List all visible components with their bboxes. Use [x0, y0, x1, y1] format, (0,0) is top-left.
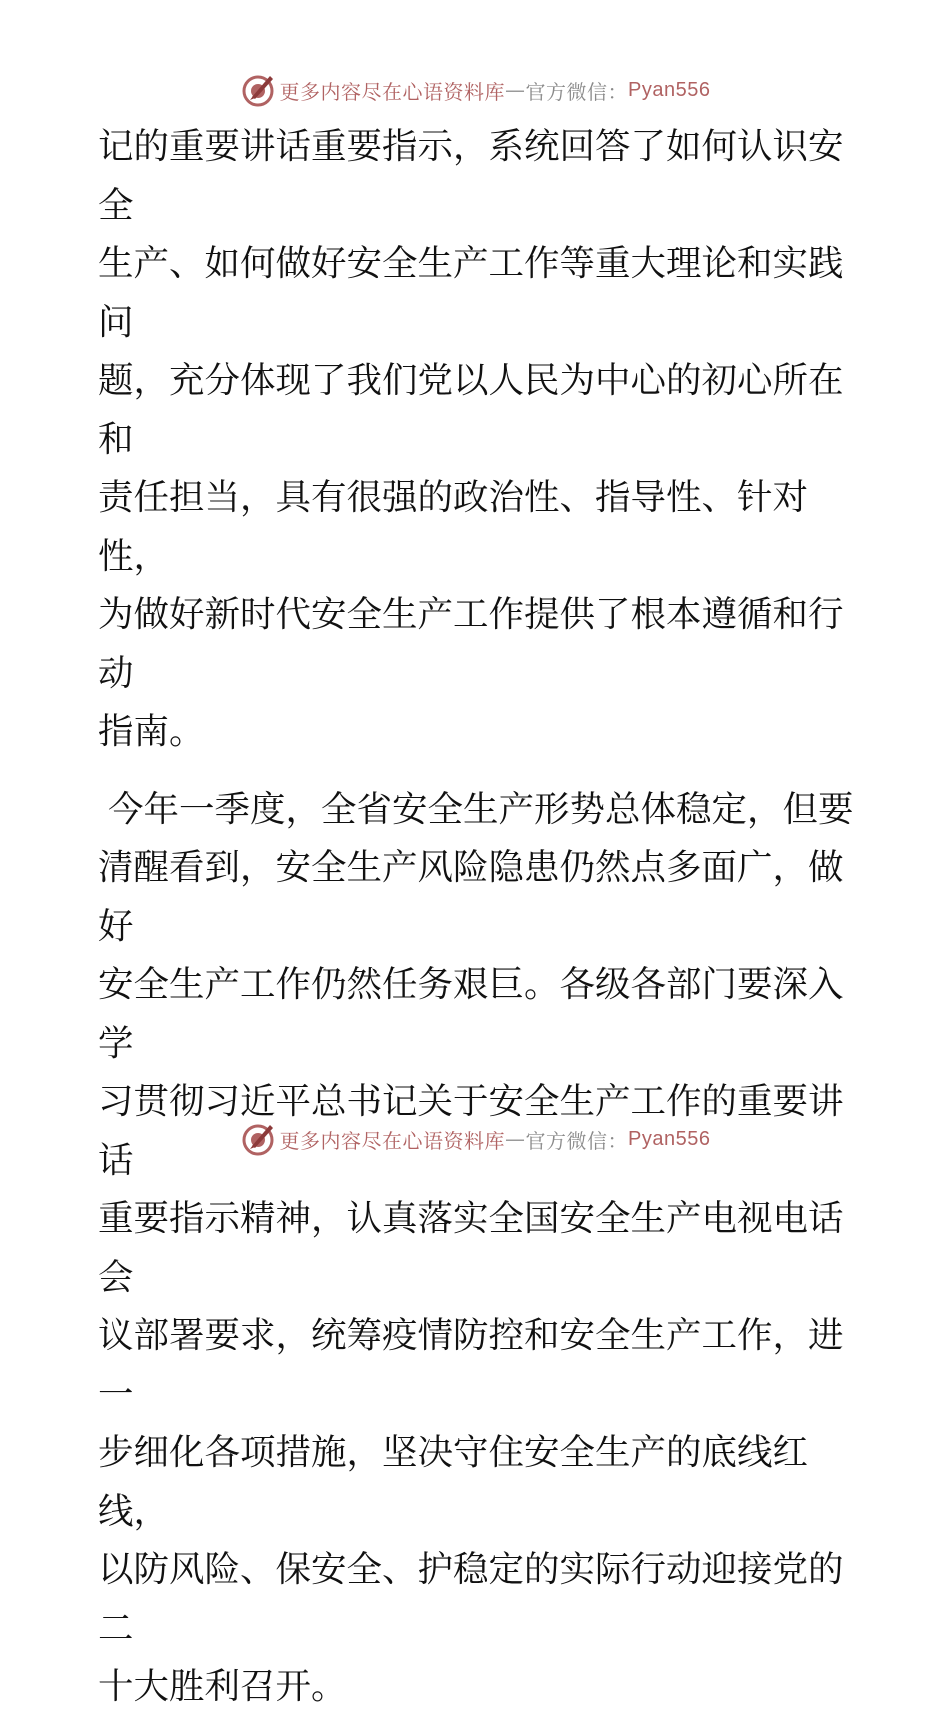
- quill-logo-icon: [240, 72, 276, 108]
- text-line: 安全生产工作仍然任务艰巨。各级各部门要深入学: [98, 964, 844, 1064]
- text-line: 习贯彻习近平总书记关于安全生产工作的重要讲话: [98, 1081, 844, 1181]
- paragraph-1: [98, 118, 858, 762]
- header-wechat-label: 官方微信：: [525, 79, 629, 104]
- text-line: 生产、如何做好安全生产工作等重大理论和实践问: [98, 243, 844, 343]
- footer-banner-inner: [240, 1121, 711, 1157]
- text-line: 题，充分体现了我们党以人民为中心的初心所在和: [98, 360, 844, 460]
- document-body: [98, 118, 858, 1717]
- paragraph-2: [98, 781, 858, 1717]
- header-banner-inner: [240, 72, 711, 108]
- text-line: 十大胜利召开。: [98, 1666, 347, 1707]
- text-line: 责任担当，具有很强的政治性、指导性、针对性，: [98, 477, 809, 577]
- text-line: 为做好新时代安全生产工作提供了根本遵循和行动: [98, 594, 844, 694]
- footer-banner-text: 更多内容尽在心语资料库: [279, 1128, 506, 1153]
- text-line: 指南。: [98, 711, 205, 752]
- footer-banner-dash: —: [505, 1127, 526, 1151]
- text-line: 记的重要讲话重要指示，系统回答了如何认识安全: [98, 126, 844, 226]
- text-line: 今年一季度，全省安全生产形势总体稳定，但要: [108, 788, 854, 830]
- footer-wechat-id: Pyan556: [628, 1127, 711, 1150]
- header-wechat-id: Pyan556: [628, 78, 711, 101]
- header-banner: [0, 70, 950, 110]
- text-line: 步细化各项措施，坚决守住安全生产的底线红线，: [98, 1432, 809, 1532]
- header-banner-dash: —: [505, 78, 526, 102]
- text-line: 以防风险、保安全、护稳定的实际行动迎接党的二: [98, 1549, 844, 1649]
- text-line: 重要指示精神，认真落实全国安全生产电视电话会: [98, 1198, 844, 1298]
- footer-wechat-label: 官方微信：: [525, 1128, 629, 1153]
- footer-banner: [0, 1119, 950, 1159]
- text-line: 议部署要求，统筹疫情防控和安全生产工作，进一: [98, 1315, 844, 1415]
- text-line: 清醒看到，安全生产风险隐患仍然点多面广，做好: [98, 847, 844, 947]
- quill-logo-icon: [240, 1121, 276, 1157]
- header-banner-text: 更多内容尽在心语资料库: [279, 79, 506, 104]
